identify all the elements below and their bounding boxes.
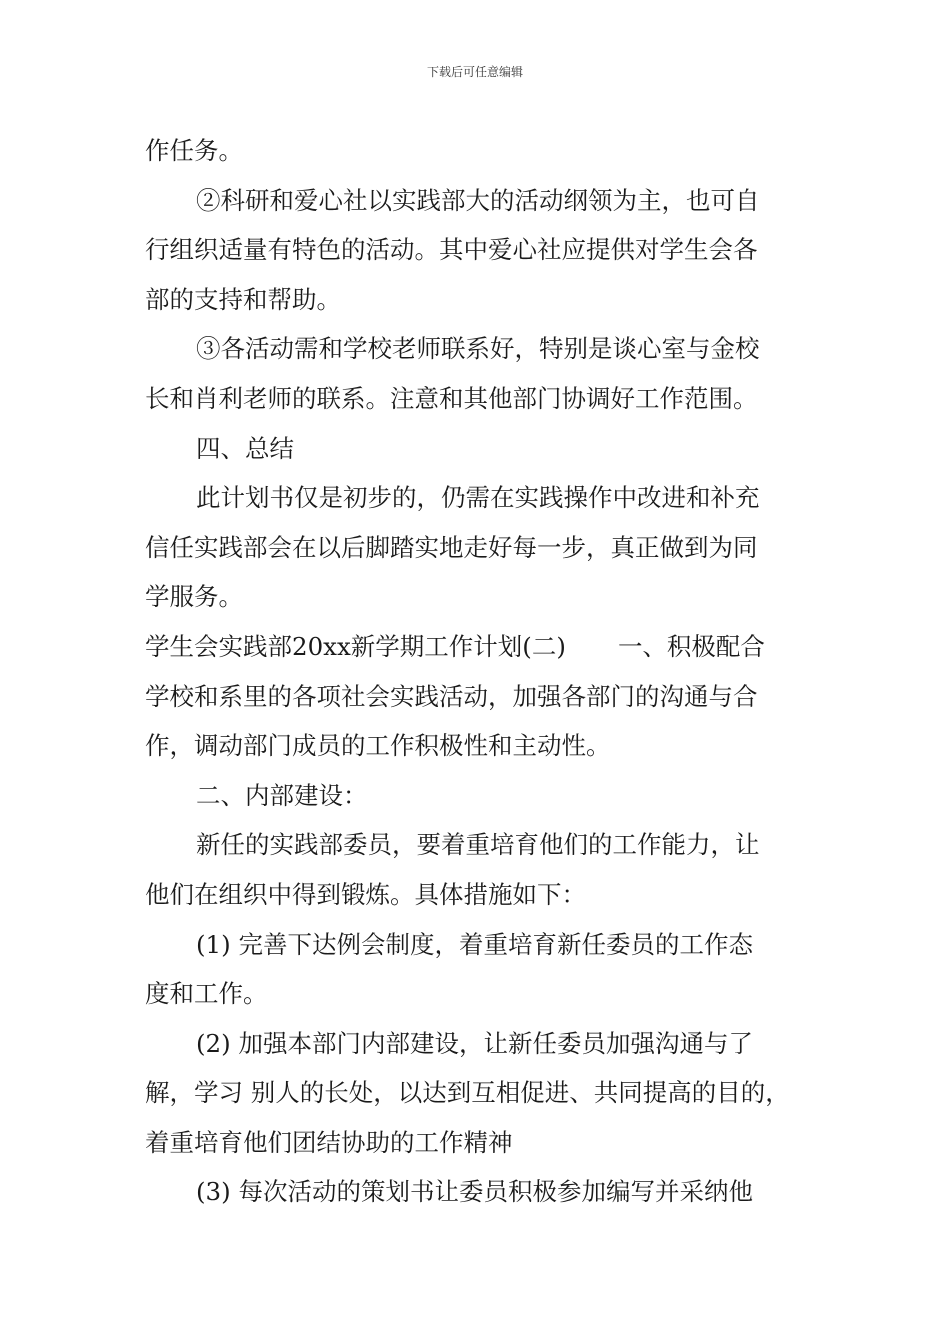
section-heading: 四、总结 (196, 433, 294, 463)
plan-title: 学生会实践部20xx新学期工作计划(二) (145, 631, 566, 661)
text-line: 学校和系里的各项社会实践活动，加强各部门的沟通与合 (145, 681, 758, 711)
text-line: 此计划书仅是初步的，仍需在实践操作中改进和补充 (196, 483, 760, 513)
text-line: 着重培育他们团结协助的工作精神 (145, 1127, 513, 1157)
section-heading: 二、内部建设： (196, 780, 368, 810)
text-line: 他们在组织中得到锻炼。具体措施如下： (145, 879, 586, 909)
text-line: 解，学习 别人的长处，以达到互相促进、共同提高的目的， (145, 1078, 790, 1108)
text-line: 行组织适量有特色的活动。其中爱心社应提供对学生会各 (145, 235, 758, 265)
text-line: 度和工作。 (145, 979, 268, 1009)
text-line (145, 622, 810, 672)
text-line: 一、积极配合 (617, 631, 765, 661)
text-line: 部的支持和帮助。 (145, 284, 341, 314)
document-body (145, 126, 810, 1217)
text-line: ③各活动需和学校老师联系好，特别是谈心室与金校 (196, 334, 760, 364)
page-header: 下载后可任意编辑 (426, 65, 523, 79)
text-line: 作任务。 (145, 136, 243, 165)
text-line: (1) 完善下达例会制度，着重培育新任委员的工作态 (196, 929, 753, 959)
text-line: 长和肖利老师的联系。注意和其他部门协调好工作范围。 (145, 383, 758, 413)
text-line: 作，调动部门成员的工作积极性和主动性。 (145, 731, 611, 761)
text-line: ②科研和爱心社以实践部大的活动纲领为主，也可自 (196, 185, 760, 215)
text-line: (2) 加强本部门内部建设，让新任委员加强沟通与了 (196, 1028, 753, 1058)
text-line: 信任实践部会在以后脚踏实地走好每一步，真正做到为同 (145, 532, 758, 562)
text-line: 学服务。 (145, 582, 243, 612)
text-line: (3) 每次活动的策划书让委员积极参加编写并采纳他 (196, 1177, 753, 1207)
text-line: 新任的实践部委员，要着重培育他们的工作能力，让 (196, 830, 760, 860)
